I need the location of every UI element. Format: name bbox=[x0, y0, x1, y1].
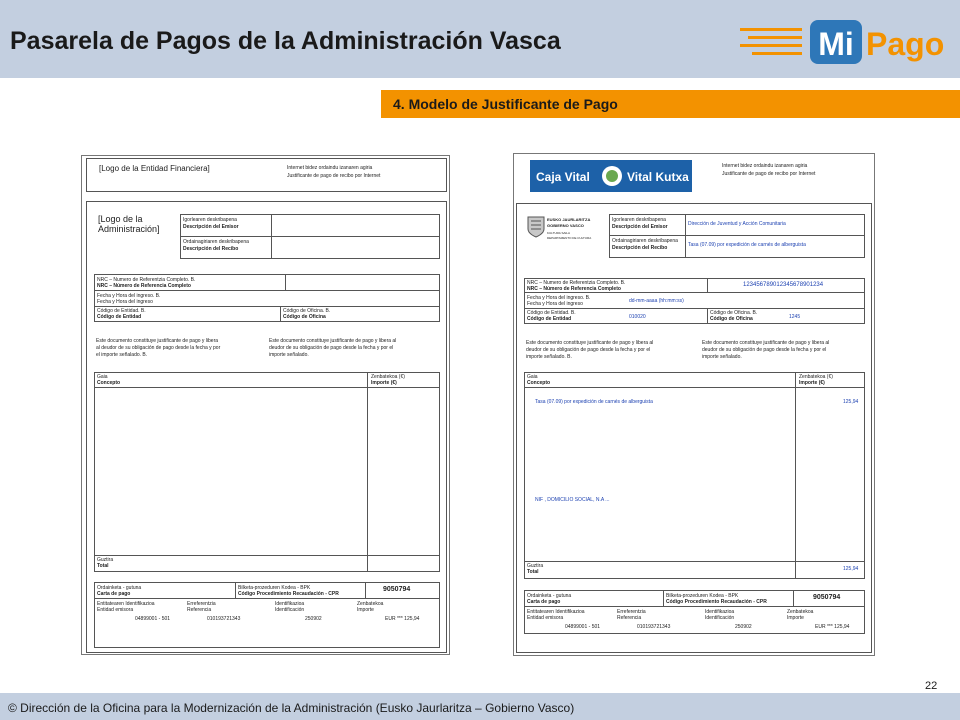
concept-head-es-filled: Concepto bbox=[527, 380, 551, 386]
logo-pago-text: Pago bbox=[866, 26, 945, 62]
receipt-title-es: Justificante de pago de recibo por Internet bbox=[287, 173, 381, 179]
col3-value: 250902 bbox=[305, 616, 322, 622]
nrc-label-es-filled: NRC – Número de Referencia Completo bbox=[527, 286, 621, 292]
amount-head-es-filled: Importe (€) bbox=[799, 380, 825, 386]
amount-head-es: Importe (€) bbox=[371, 380, 397, 386]
receipt-title-eu-filled: Internet bidez ordaindu izanaren agiria bbox=[722, 163, 808, 169]
total-label-eu: Guztira bbox=[97, 557, 114, 563]
col2-label-es: Referencia bbox=[187, 607, 212, 613]
note-left-2-filled: deudor de su obligación de pago desde la fecha y por el bbox=[526, 347, 651, 353]
receipt-title-eu: Internet bidez ordaindu izanaren agiria bbox=[287, 165, 373, 171]
receipt-body bbox=[86, 201, 447, 653]
office-label-es-filled: Código de Oficina bbox=[710, 316, 753, 322]
note-left-2: al deudor de su obligación de pago desde la fecha y por bbox=[96, 345, 221, 351]
note-right-3: importe señalado. bbox=[269, 352, 309, 358]
col1-label-es: Entidad emisora bbox=[97, 607, 134, 613]
gov-dept-es: DEPARTAMENTO DE CULTURA bbox=[547, 236, 592, 240]
concept-head-eu: Gaia bbox=[97, 374, 108, 380]
total-label-es: Total bbox=[97, 563, 109, 569]
page-title: Pasarela de Pagos de la Administración Vasca bbox=[10, 27, 561, 55]
concept-head-eu-filled: Gaia bbox=[527, 374, 538, 380]
col3-label-eu: Identifikazioa bbox=[275, 601, 305, 607]
datetime-label-eu-filled: Fecha y Hora del ingreso. B. bbox=[527, 295, 591, 301]
entity-label-es: Código de Entidad bbox=[97, 314, 142, 320]
caja-vital-logo bbox=[530, 160, 692, 192]
note-right-2: deudor de su obligación de pago desde la fecha y por el bbox=[269, 345, 394, 351]
gov-logo-eu: EUSKO JAURLARITZA bbox=[547, 217, 591, 222]
bank-header-box-filled bbox=[516, 155, 872, 199]
address-text: NIF , DOMICILIO SOCIAL, N.A ... bbox=[535, 497, 610, 503]
bank-name-right: Vital Kutxa bbox=[627, 170, 689, 184]
mipago-logo bbox=[738, 18, 948, 68]
item-amount: 125,94 bbox=[843, 399, 859, 405]
cpr-value-filled: 9050794 bbox=[813, 594, 841, 601]
entity-label-eu: Código de Entidad. B. bbox=[97, 308, 146, 314]
receipt-body-filled bbox=[516, 203, 872, 653]
issuer-value: Dirección de Juventud y Acción Comunitaria bbox=[688, 221, 786, 227]
total-label-es-filled: Total bbox=[527, 569, 539, 575]
admin-logo-line2: Administración] bbox=[98, 224, 160, 234]
receipt-title-es-filled: Justificante de pago de recibo por Internet bbox=[722, 171, 816, 177]
bank-name-left: Caja Vital bbox=[536, 170, 590, 184]
cpr-label-eu: Bilketa-prozeduren Kodea - BPK bbox=[238, 585, 311, 591]
payment-letter-es: Carta de pago bbox=[97, 591, 131, 597]
logo-mi-text: Mi bbox=[818, 26, 854, 62]
gov-shield-icon bbox=[527, 216, 545, 238]
office-label-eu-filled: Código de Oficina. B. bbox=[710, 310, 758, 316]
template-receipt bbox=[81, 155, 450, 655]
col4-label-eu: Zenbatekoa bbox=[357, 601, 384, 607]
cpr-label-es: Código Procedimiento Recaudación - CPR bbox=[238, 591, 339, 597]
col1-label-es-filled: Entidad emisora bbox=[527, 615, 564, 621]
amount-head-eu-filled: Zenbatekoa (€) bbox=[799, 374, 833, 380]
entity-value: 010020 bbox=[629, 314, 646, 320]
office-label-eu: Código de Oficina. B. bbox=[283, 308, 331, 314]
concept-table bbox=[94, 372, 440, 572]
section-title: 4. Modelo de Justificante de Pago bbox=[381, 90, 960, 118]
col3-label-es: Identificación bbox=[275, 607, 305, 613]
note-right-3-filled: importe señalado. bbox=[702, 354, 742, 360]
col3-value-filled: 250902 bbox=[735, 624, 752, 630]
col2-label-eu-filled: Erreferentzia bbox=[617, 609, 646, 615]
datetime-value: dd-mm-aaaa (hh:mm:ss) bbox=[629, 298, 684, 304]
col1-label-eu-filled: Entitatearen Identifikazioa bbox=[527, 609, 585, 615]
note-left-1-filled: Este documento constituye justificante de pago y libera al bbox=[526, 340, 654, 346]
nrc-value: 123456789012345678901234 bbox=[743, 282, 824, 288]
col3-label-eu-filled: Identifikazioa bbox=[705, 609, 735, 615]
cpr-label-eu-filled: Bilketa-prozeduren Kodea - BPK bbox=[666, 593, 739, 599]
cpr-label-es-filled: Código Procedimiento Recaudación - CPR bbox=[666, 599, 767, 605]
note-right-1: Este documento constituye justificante de pago y libera al bbox=[269, 338, 397, 344]
nrc-label-eu: NRC – Numero de Referentzia Completo. B. bbox=[97, 277, 196, 283]
concept-table-filled bbox=[524, 372, 865, 579]
total-label-eu-filled: Guztira bbox=[527, 563, 544, 569]
col2-value-filled: 010193721343 bbox=[637, 624, 671, 630]
gov-logo-es: GOBIERNO VASCO bbox=[547, 223, 584, 228]
col4-value: EUR *** 125,94 bbox=[385, 616, 420, 622]
desc-label-eu: Ordainagiriaren deskribapena bbox=[183, 239, 249, 245]
datetime-label-eu: Fecha y Hora del ingreso. B. bbox=[97, 293, 161, 299]
issuer-label-eu: Igorlearen deskribapena bbox=[183, 217, 237, 223]
note-left-3-filled: importe señalado. B. bbox=[526, 354, 572, 360]
col1-label-eu: Entitatearen Identifikazioa bbox=[97, 601, 155, 607]
office-value: 1245 bbox=[789, 314, 801, 320]
nrc-table-filled bbox=[524, 278, 865, 324]
payment-letter-eu: Ordainketa - gutuna bbox=[97, 585, 142, 591]
note-right-1-filled: Este documento constituye justificante de pago y libera al bbox=[702, 340, 830, 346]
datetime-label-es-filled: Fecha y Hora del ingreso bbox=[527, 301, 583, 307]
footer-text: © Dirección de la Oficina para la Modernización de la Administración (Eusko Jaurlaritza – Gobierno Vasco) bbox=[8, 701, 575, 715]
col3-label-es-filled: Identificación bbox=[705, 615, 735, 621]
col2-label-eu: Erreferentzia bbox=[187, 601, 216, 607]
concept-head-es: Concepto bbox=[97, 380, 121, 386]
note-left-1: Este documento constituye justificante de pago y libera bbox=[96, 338, 219, 344]
note-left-3: el importe señalado. B. bbox=[96, 352, 148, 358]
note-right-2-filled: deudor de su obligación de pago desde la fecha y por el bbox=[702, 347, 827, 353]
header-bar bbox=[0, 0, 960, 78]
payment-letter-table bbox=[94, 582, 440, 648]
desc-label-eu-filled: Ordainagiriaren deskribapena bbox=[612, 238, 678, 244]
footer-bar bbox=[0, 693, 960, 720]
nrc-table bbox=[94, 274, 440, 322]
payment-letter-table-filled bbox=[524, 590, 865, 634]
sample-receipt bbox=[513, 153, 875, 656]
bank-header-box bbox=[86, 158, 447, 192]
col4-label-eu-filled: Zenbatekoa bbox=[787, 609, 814, 615]
datetime-label-es: Fecha y Hora del ingreso bbox=[97, 299, 153, 305]
entity-label-eu-filled: Código de Entidad. B. bbox=[527, 310, 576, 316]
col1-value-filled: 04899001 - 501 bbox=[565, 624, 601, 630]
desc-value: Tasa (07.09) por expedición de carnés de alberguista bbox=[688, 242, 806, 248]
gov-dept-eu: KULTURA SAILA bbox=[547, 231, 570, 235]
col4-label-es-filled: Importe bbox=[787, 615, 804, 621]
desc-label-es: Descripción del Recibo bbox=[183, 246, 239, 252]
issuer-label-eu-filled: Igorlearen deskribapena bbox=[612, 217, 666, 223]
bank-logo-placeholder: [Logo de la Entidad Financiera] bbox=[99, 164, 210, 173]
total-value: 125,94 bbox=[843, 566, 859, 572]
col2-value: 010193721343 bbox=[207, 616, 241, 622]
col1-value: 04899001 - 501 bbox=[135, 616, 171, 622]
desc-label-es-filled: Descripción del Recibo bbox=[612, 245, 668, 251]
admin-logo-line1: [Logo de la bbox=[98, 214, 143, 224]
payment-letter-eu-filled: Ordainketa - gutuna bbox=[527, 593, 572, 599]
office-label-es: Código de Oficina bbox=[283, 314, 326, 320]
col2-label-es-filled: Referencia bbox=[617, 615, 642, 621]
page-number: 22 bbox=[925, 680, 938, 692]
issuer-label-es-filled: Descripción del Emisor bbox=[612, 224, 668, 230]
entity-label-es-filled: Código de Entidad bbox=[527, 316, 572, 322]
cpr-value: 9050794 bbox=[383, 586, 411, 593]
issuer-table-filled bbox=[609, 214, 865, 258]
nrc-label-eu-filled: NRC – Numero de Referentzia Completo. B. bbox=[527, 280, 626, 286]
col4-value-filled: EUR *** 125,94 bbox=[815, 624, 850, 630]
amount-head-eu: Zenbatekoa (€) bbox=[371, 374, 405, 380]
issuer-label-es: Descripción del Emisor bbox=[183, 224, 239, 230]
col4-label-es: Importe bbox=[357, 607, 374, 613]
issuer-table bbox=[180, 214, 440, 259]
item-text: Tasa (07.09) por expedición de carnés de alberguista bbox=[535, 399, 653, 405]
payment-letter-es-filled: Carta de pago bbox=[527, 599, 561, 605]
nrc-label-es: NRC – Número de Referencia Completo bbox=[97, 283, 191, 289]
